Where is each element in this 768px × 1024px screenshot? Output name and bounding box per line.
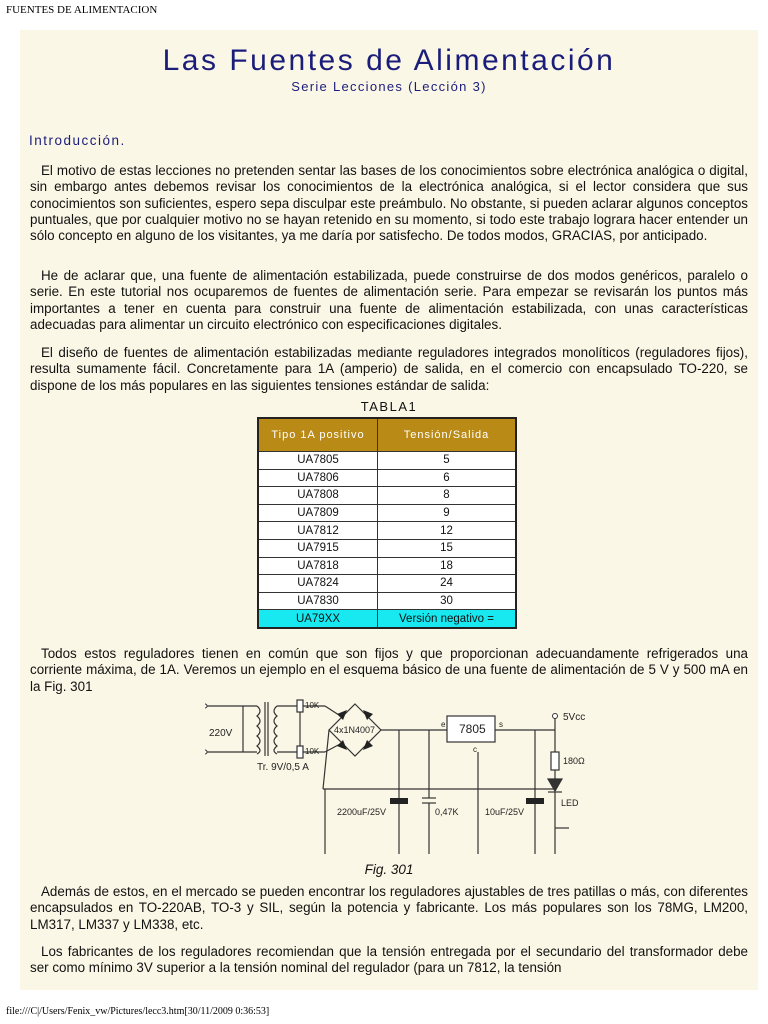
- paragraph-manufacturers: Los fabricantes de los reguladores recomiendan que la tensión entregada por el secundario del transformador debe ser como mínimo 3V superior a la tensión nominal del regulador (para un 7812, la tensión: [30, 944, 748, 976]
- table-cell-type: UA7812: [258, 522, 378, 540]
- label-cap1: 2200uF/25V: [337, 807, 387, 817]
- label-r-bottom: 10K: [305, 747, 320, 756]
- label-pin-e: e: [441, 720, 446, 729]
- document-page: [20, 30, 758, 990]
- table-cell-voltage: 15: [378, 539, 517, 557]
- table-row: [258, 487, 516, 505]
- label-pin-c: c: [473, 745, 477, 754]
- paragraph-common: Todos estos reguladores tienen en común que son fijos y que proporcionan adecuandamente refrigerados una corriente máxima, de 1A. Veremos un ejemplo en el esquema básico de una fuente de alimentación de 5 V y 500 mA en la Fig. 301: [30, 646, 748, 694]
- table-row: [258, 522, 516, 540]
- figure-caption: Fig. 301: [364, 862, 414, 877]
- table-cell-type: UA7809: [258, 504, 378, 522]
- table-cell-voltage: 6: [378, 469, 517, 487]
- table-row: [258, 557, 516, 575]
- table-cell-type: UA79XX: [258, 610, 378, 628]
- table-cell-type: UA7806: [258, 469, 378, 487]
- table-row: [258, 504, 516, 522]
- power-supply-schematic: [205, 694, 605, 860]
- table-header-voltage: Tensión/Salida: [378, 418, 517, 452]
- section-title: Introducción.: [29, 133, 126, 148]
- label-r-top: 10K: [305, 701, 320, 710]
- label-led: LED: [561, 798, 579, 808]
- table-header-row: [258, 418, 516, 452]
- page-title: Las Fuentes de Alimentación: [162, 44, 616, 77]
- regulator-table: [257, 417, 517, 629]
- table-cell-voltage: 18: [378, 557, 517, 575]
- page-subtitle: Serie Lecciones (Lección 3): [291, 79, 487, 94]
- table-cell-voltage: 30: [378, 592, 517, 610]
- table-title: TABLA1: [360, 399, 418, 414]
- table-row: [258, 575, 516, 593]
- table-row: [258, 469, 516, 487]
- table-row: [258, 592, 516, 610]
- paragraph-design: El diseño de fuentes de alimentación estabilizadas mediante reguladores integrados monolíticos (reguladores fijos), resulta sumamente fácil. Concretamente para 1A (amperio) de salida, en el comercio con encapsulado TO-220, se dispone de los más populares en las siguientes tensiones estándar de salida:: [30, 345, 748, 393]
- label-cap2: 0,47K: [435, 807, 459, 817]
- table-cell-voltage: 12: [378, 522, 517, 540]
- print-header: FUENTES DE ALIMENTACION: [6, 4, 158, 16]
- table-cell-voltage: 24: [378, 575, 517, 593]
- table-cell-voltage: 8: [378, 487, 517, 505]
- label-resistor: 180Ω: [563, 756, 585, 766]
- label-bridge: 4x1N4007: [334, 725, 376, 735]
- table-header-type: Tipo 1A positivo: [258, 418, 378, 452]
- table-cell-voltage: 5: [378, 452, 517, 470]
- paragraph-modes: He de aclarar que, una fuente de alimentación estabilizada, puede construirse de dos modos genéricos, paralelo o serie. En este tutorial nos ocuparemos de fuentes de alimentación serie. Para empezar se revisarán los puntos más importantes a tener en cuenta para construir una fuente de alimentación estabilizada, con unas características adecuadas para alimentar un circuito electrónico con especificaciones digitales.: [30, 268, 748, 332]
- table-cell-type: UA7818: [258, 557, 378, 575]
- table-row: [258, 539, 516, 557]
- table-row-negative: [258, 610, 516, 628]
- table-cell-type: UA7915: [258, 539, 378, 557]
- table-cell-type: UA7808: [258, 487, 378, 505]
- table-cell-voltage: Versión negativo =: [378, 610, 517, 628]
- table-cell-type: UA7805: [258, 452, 378, 470]
- paragraph-intro: El motivo de estas lecciones no pretenden sentar las bases de los conocimientos sobre electrónica analógica o digital, sin embargo antes debemos revisar los conocimientos de la electrónica analógica, si el lector considera que sus conocimientos son suficientes, espero sepa disculpar este preámbulo. No obstante, si pueden aclarar algunos conceptos puntuales, que por cualquier motivo no se hayan retenido en su momento, si todo este trabajo lograra hacer entender un sólo concepto en alguno de los visitantes, ya me daría por satisfecho. De todos modos, GRACIAS, por anticipado.: [30, 163, 748, 244]
- label-input: 220V: [209, 728, 233, 739]
- label-regulator: 7805: [459, 722, 486, 736]
- label-cap3: 10uF/25V: [485, 807, 525, 817]
- label-pin-s: s: [499, 720, 503, 729]
- paragraph-adjustable: Además de estos, en el mercado se pueden encontrar los reguladores ajustables de tres patillas o más, con diferentes encapsulados en TO-220AB, TO-3 y SIL, según la potencia y fabricante. Los más populares son los 78MG, LM200, LM317, LM337 y LM338, etc.: [30, 884, 748, 932]
- table-cell-type: UA7824: [258, 575, 378, 593]
- table-cell-voltage: 9: [378, 504, 517, 522]
- print-footer: file:///C|/Users/Fenix_vw/Pictures/lecc3.htm[30/11/2009 0:36:53]: [6, 1006, 270, 1017]
- label-output: 5Vcc: [563, 712, 586, 723]
- table-cell-type: UA7830: [258, 592, 378, 610]
- label-transformer: Tr. 9V/0,5 A: [257, 762, 309, 773]
- table-row: [258, 452, 516, 470]
